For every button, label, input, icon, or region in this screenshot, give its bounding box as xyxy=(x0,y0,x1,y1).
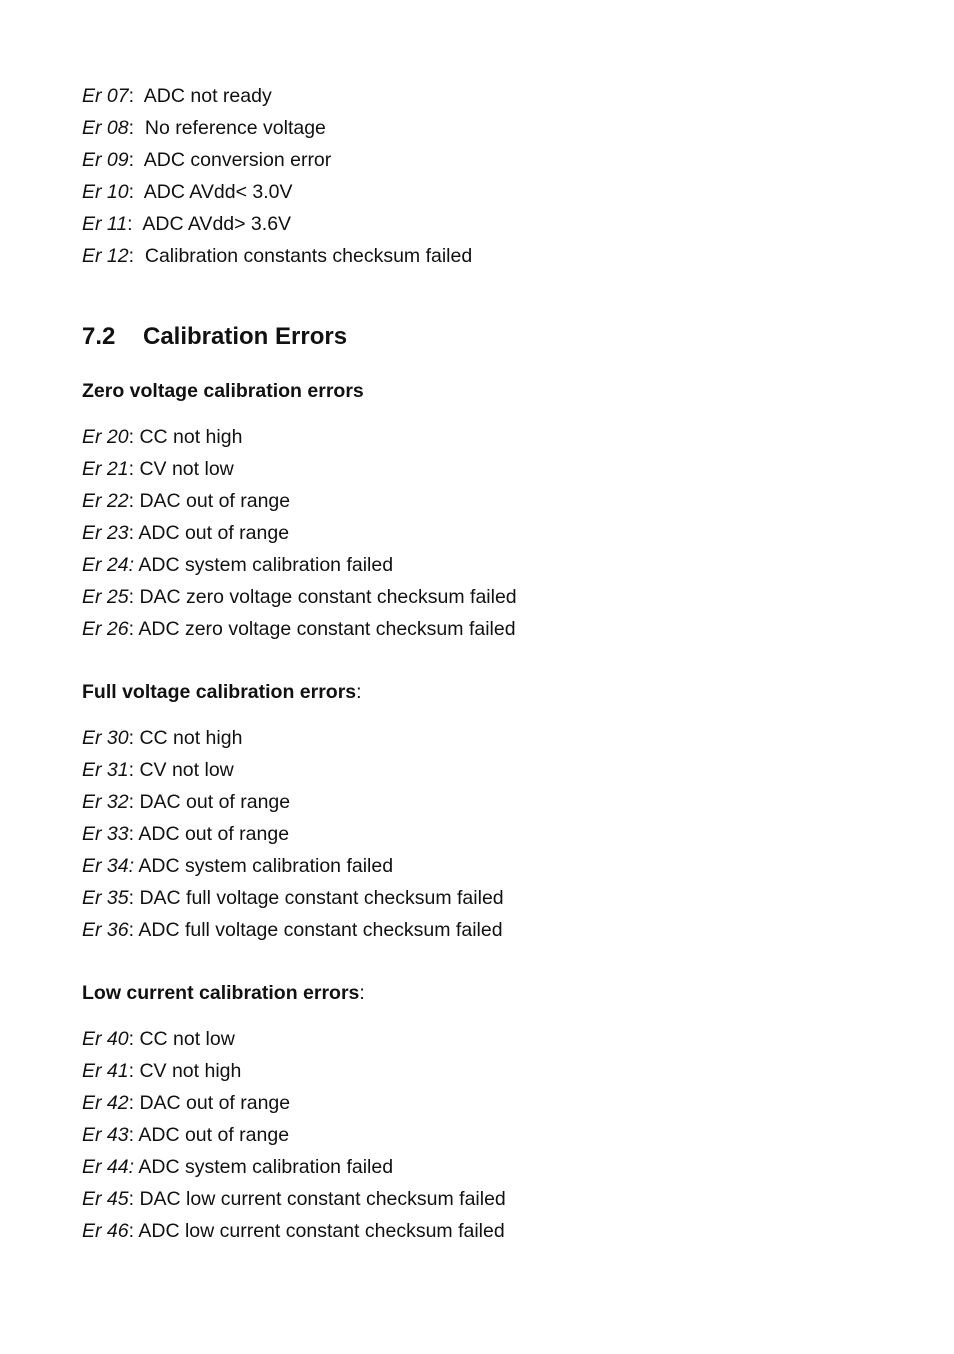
error-item xyxy=(82,581,882,613)
error-code: Er 20 xyxy=(82,426,129,448)
error-separator: : xyxy=(128,1028,140,1050)
error-description: ADC system calibration failed xyxy=(138,855,394,877)
error-description: ADC out of range xyxy=(138,1124,290,1146)
error-code: Er 09 xyxy=(82,149,129,171)
error-item xyxy=(82,208,882,240)
error-item xyxy=(82,1151,882,1183)
error-separator: : xyxy=(128,458,140,480)
error-code: Er 31 xyxy=(82,759,129,781)
error-separator: : xyxy=(128,919,139,941)
error-code: Er 30 xyxy=(82,727,129,749)
error-code: Er 40 xyxy=(82,1028,129,1050)
error-description: CV not low xyxy=(139,759,234,781)
error-description: ADC system calibration failed xyxy=(138,554,394,576)
error-code: Er 43 xyxy=(82,1124,129,1146)
error-separator: : xyxy=(128,490,140,512)
error-description: ADC full voltage constant checksum failed xyxy=(138,919,503,941)
error-description: DAC low current constant checksum failed xyxy=(139,1188,506,1210)
error-description: CC not high xyxy=(139,426,243,448)
error-description: No reference voltage xyxy=(144,117,326,139)
error-separator: : xyxy=(128,1124,139,1146)
error-separator: : xyxy=(128,618,139,640)
error-description: ADC AVdd> 3.6V xyxy=(142,213,292,235)
error-item xyxy=(82,240,882,272)
subsection-title-text: Low current calibration errors xyxy=(82,982,360,1004)
error-code: Er 42 xyxy=(82,1092,129,1114)
error-description: DAC out of range xyxy=(139,791,291,813)
error-item xyxy=(82,1119,882,1151)
error-code: Er 11 xyxy=(82,213,128,235)
error-item xyxy=(82,722,882,754)
error-description: CV not high xyxy=(139,1060,242,1082)
error-description: Calibration constants checksum failed xyxy=(144,245,473,267)
error-code: Er 26 xyxy=(82,618,129,640)
error-item xyxy=(82,754,882,786)
error-code: Er 32 xyxy=(82,791,129,813)
error-code: Er 10 xyxy=(82,181,129,203)
section-title: Calibration Errors xyxy=(143,323,348,350)
low-current-errors xyxy=(82,977,882,1247)
error-separator: : xyxy=(128,1092,140,1114)
error-separator: : xyxy=(128,85,144,107)
error-item xyxy=(82,549,882,581)
error-item xyxy=(82,176,882,208)
subsection-title-colon: : xyxy=(356,681,362,703)
error-description: DAC full voltage constant checksum failed xyxy=(139,887,504,909)
error-item xyxy=(82,613,882,645)
error-item xyxy=(82,453,882,485)
error-code: Er 23 xyxy=(82,522,129,544)
error-code: Er 24: xyxy=(82,554,135,576)
error-item xyxy=(82,1023,882,1055)
error-description: ADC out of range xyxy=(138,522,290,544)
error-code: Er 35 xyxy=(82,887,129,909)
subsection-title-text: Zero voltage calibration errors xyxy=(82,380,364,402)
error-separator: : xyxy=(128,759,140,781)
error-item xyxy=(82,80,882,112)
error-description: ADC not ready xyxy=(143,85,272,107)
error-separator: : xyxy=(128,181,144,203)
error-code: Er 07 xyxy=(82,85,129,107)
error-separator: : xyxy=(128,823,139,845)
error-item xyxy=(82,144,882,176)
section-heading xyxy=(82,321,882,353)
subsection-title xyxy=(82,676,882,708)
error-separator: : xyxy=(128,245,145,267)
error-code: Er 12 xyxy=(82,245,129,267)
error-description: ADC system calibration failed xyxy=(138,1156,394,1178)
error-description: ADC low current constant checksum failed xyxy=(138,1220,505,1242)
error-code: Er 41 xyxy=(82,1060,129,1082)
error-description: ADC zero voltage constant checksum failed xyxy=(138,618,516,640)
error-separator: : xyxy=(128,1060,140,1082)
error-description: ADC conversion error xyxy=(143,149,332,171)
zero-voltage-errors xyxy=(82,375,882,645)
document-page xyxy=(82,80,882,1247)
general-error-list xyxy=(82,80,882,272)
error-description: CC not high xyxy=(139,727,243,749)
error-code: Er 45 xyxy=(82,1188,129,1210)
error-separator: : xyxy=(128,426,140,448)
error-item xyxy=(82,850,882,882)
error-code: Er 21 xyxy=(82,458,129,480)
subsection-title-colon: : xyxy=(359,982,365,1004)
error-item xyxy=(82,1215,882,1247)
error-item xyxy=(82,1087,882,1119)
error-code: Er 34: xyxy=(82,855,135,877)
error-description: DAC out of range xyxy=(139,1092,291,1114)
error-item xyxy=(82,1055,882,1087)
error-item xyxy=(82,485,882,517)
error-code: Er 46 xyxy=(82,1220,129,1242)
error-code: Er 36 xyxy=(82,919,129,941)
subsection-title-text: Full voltage calibration errors xyxy=(82,681,357,703)
error-description: DAC out of range xyxy=(139,490,291,512)
full-voltage-errors xyxy=(82,676,882,946)
error-item xyxy=(82,914,882,946)
error-code: Er 33 xyxy=(82,823,129,845)
error-separator: : xyxy=(128,586,140,608)
error-separator: : xyxy=(128,1220,139,1242)
error-item xyxy=(82,1183,882,1215)
error-separator: : xyxy=(128,1188,140,1210)
error-item xyxy=(82,517,882,549)
error-description: CV not low xyxy=(139,458,234,480)
error-separator: : xyxy=(128,522,139,544)
error-separator: : xyxy=(127,213,143,235)
error-item xyxy=(82,421,882,453)
error-code: Er 44: xyxy=(82,1156,135,1178)
error-separator: : xyxy=(128,727,140,749)
error-separator: : xyxy=(128,887,140,909)
error-separator: : xyxy=(128,117,145,139)
error-description: ADC out of range xyxy=(138,823,290,845)
subsection-title xyxy=(82,977,882,1009)
error-code: Er 25 xyxy=(82,586,129,608)
error-description: ADC AVdd< 3.0V xyxy=(143,181,293,203)
error-code: Er 08 xyxy=(82,117,129,139)
error-description: CC not low xyxy=(139,1028,235,1050)
error-description: DAC zero voltage constant checksum failed xyxy=(139,586,517,608)
error-item xyxy=(82,112,882,144)
error-code: Er 22 xyxy=(82,490,129,512)
error-item xyxy=(82,818,882,850)
error-separator: : xyxy=(128,149,144,171)
section-number: 7.2 xyxy=(82,323,116,350)
error-item xyxy=(82,882,882,914)
subsection-title xyxy=(82,375,882,407)
error-item xyxy=(82,786,882,818)
error-separator: : xyxy=(128,791,140,813)
